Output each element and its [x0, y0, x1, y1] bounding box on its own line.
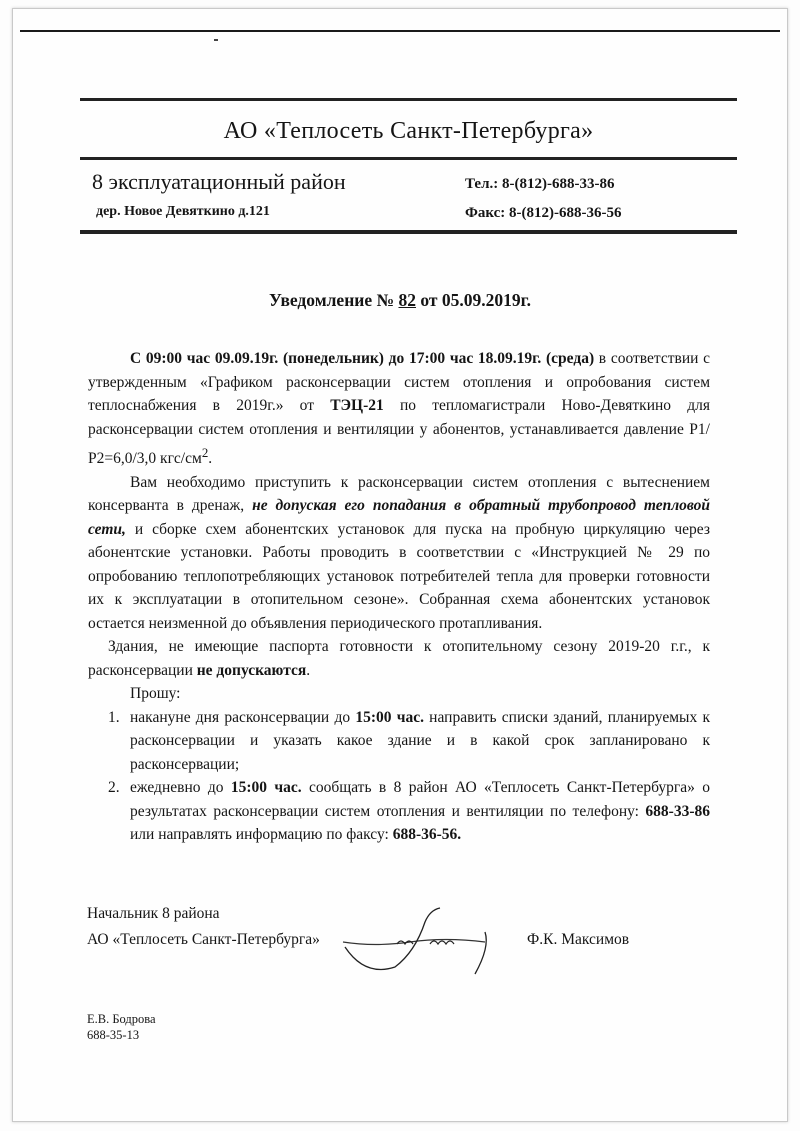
notice-prefix: Уведомление №	[269, 290, 395, 310]
district-name: 8 эксплуатационный район	[92, 169, 346, 194]
warning-emphasis: не допуская его попадания в обратный трубопровод тепловой сети,	[88, 497, 710, 538]
list-item: 2. ежедневно до 15:00 час. сообщать в 8 район АО «Теплосеть Санкт-Петербурга» о результатах расконсервации систем отопления и вентиляции по телефону: 688-33-86 или направлять информацию по факсу: 688-36-56.	[108, 779, 710, 844]
signer-name: Ф.К. Максимов	[527, 931, 630, 948]
header-rule-bottom	[80, 230, 737, 234]
header-rule-top	[80, 98, 737, 101]
paragraph-instructions: Вам необходимо приступить к расконсервации систем отопления с вытеснением консерванта в дренаж, не допуская его попадания в обратный трубопровод тепловой сети, и сборке схем абонентских установок для пуска на пробную циркуляцию через абонентские установки. Работы проводить в соответствии с «Инструкцией № 29 по опробованию теплопотребляющих установок потребителей тепла для проверки готовности их к эксплуатации в отопительном сезоне». Собранная схема абонентских установок остается неизменной до объявления периодического протапливания.	[88, 473, 710, 632]
list-item: 1. накануне дня расконсервации до 15:00 час. направить списки зданий, планируемых к расконсервации и указать какое здание и в какой срок запланировано к расконсервации;	[108, 708, 710, 773]
request-heading: Прошу:	[130, 685, 181, 703]
paragraph-schedule: С 09:00 час 09.09.19г. (понедельник) до 17:00 час 18.09.19г. (среда) в соответствии с утвержденным «Графиком расконсервации систем отопления и опробования систем теплоснабжения в 2019г.» от ТЭЦ-21 по тепломагистрали Ново-Девяткино для расконсервации систем отопления и вентиляции у абонентов, устанавливается давление Р1/Р2=6,0/3,0 кгс/$см^2$.	[88, 350, 710, 468]
tec-name: ТЭЦ-21	[330, 397, 384, 414]
notice-date: от 05.09.2019г.	[420, 290, 531, 310]
executor-name: Е.В. Бодрова	[87, 1012, 156, 1026]
notice-body	[88, 347, 710, 847]
scan-top-edge	[20, 30, 780, 32]
header-rule-middle	[80, 157, 737, 160]
schedule-dates: С 09:00 час 09.09.19г. (понедельник) до 17:00 час 18.09.19г. (среда)	[130, 350, 595, 367]
notice-number: 82	[398, 290, 416, 310]
handwritten-signature	[335, 902, 515, 982]
scan-speck	[214, 39, 218, 41]
executor-phone: 688-35-13	[87, 1028, 140, 1042]
notice-title	[0, 290, 800, 311]
signer-position: Начальник 8 района	[87, 905, 220, 922]
company-name: АО «Теплосеть Санкт-Петербурга»	[223, 118, 594, 144]
district-address: дер. Новое Девяткино д.121	[96, 204, 270, 219]
fax-number: Факс: 8-(812)-688-36-56	[465, 205, 622, 221]
paragraph-buildings: Здания, не имеющие паспорта готовности к отопительному сезону 2019-20 г.г., к расконсервации не допускаются.	[88, 638, 710, 679]
request-list	[88, 706, 710, 847]
phone-number: Тел.: 8-(812)-688-33-86	[465, 176, 615, 192]
signer-company: АО «Теплосеть Санкт-Петербурга»	[87, 931, 320, 948]
